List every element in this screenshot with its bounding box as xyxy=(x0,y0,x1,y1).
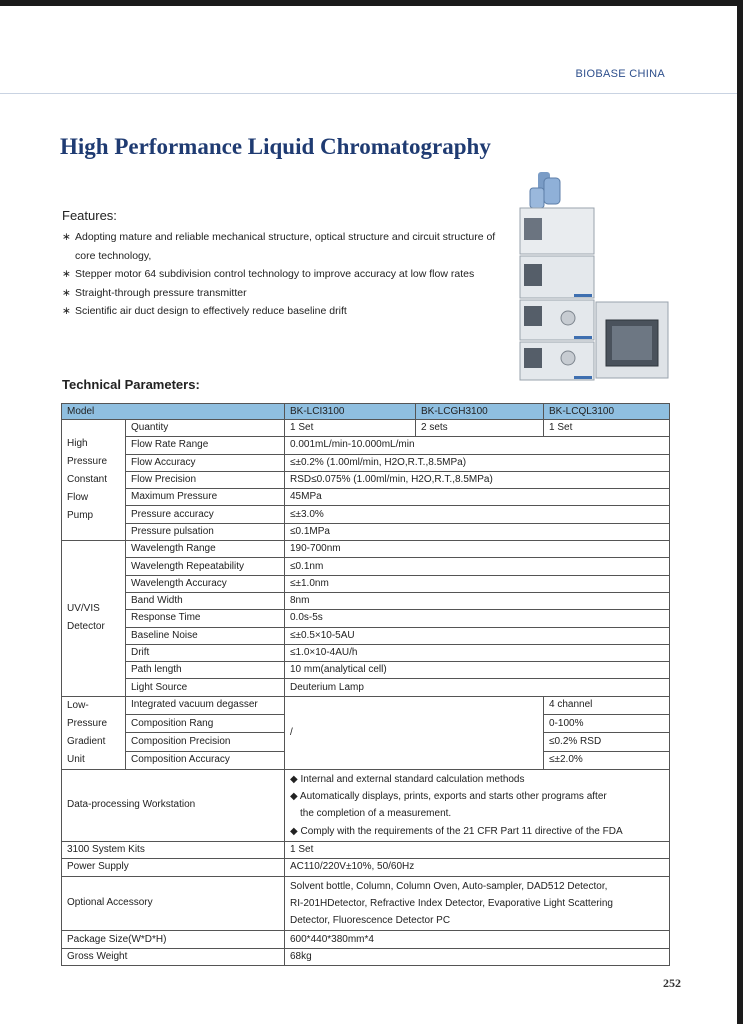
param-value: 1 Set xyxy=(544,420,670,437)
features-heading: Features: xyxy=(62,208,117,223)
spec-table xyxy=(61,403,670,966)
table-row xyxy=(62,948,670,965)
table-row xyxy=(62,420,670,437)
param-name: Flow Rate Range xyxy=(126,437,285,454)
param-value: 8nm xyxy=(285,592,670,609)
model-label: Model xyxy=(62,404,285,420)
model-name: BK-LCQL3100 xyxy=(544,404,670,420)
param-value: 1 Set xyxy=(285,841,670,858)
param-name: Response Time xyxy=(126,610,285,627)
param-name: Integrated vacuum degasser xyxy=(126,696,285,714)
table-row xyxy=(62,644,670,661)
param-name: Package Size(W*D*H) xyxy=(62,931,285,948)
table-row xyxy=(62,575,670,592)
feature-item: ∗ Stepper motor 64 subdivision control technology to improve accuracy at low flow rates xyxy=(62,268,475,280)
param-value: ≤±1.0nm xyxy=(285,575,670,592)
param-name: Drift xyxy=(126,644,285,661)
param-name: Wavelength Range xyxy=(126,541,285,558)
param-value: ≤±0.2% (1.00ml/min, H2O,R.T.,8.5MPa) xyxy=(285,454,670,471)
param-name: Power Supply xyxy=(62,859,285,876)
table-row xyxy=(62,841,670,858)
table-row xyxy=(62,437,670,454)
param-name: Flow Precision xyxy=(126,471,285,488)
page-number: 252 xyxy=(663,976,681,990)
param-value: 10 mm(analytical cell) xyxy=(285,662,670,679)
param-name: 3100 System Kits xyxy=(62,841,285,858)
param-name: Composition Rang xyxy=(126,715,285,733)
table-row xyxy=(62,454,670,471)
table-row xyxy=(62,859,670,876)
param-value: Solvent bottle, Column, Column Oven, Auto-sampler, DAD512 Detector, RI-201HDetector, Refractive Index Detector, Evaporative Light Scattering Detector, Fluorescence Detector PC xyxy=(285,876,670,931)
brand-name: BIOBASE CHINA xyxy=(575,68,665,80)
param-value: 1 Set xyxy=(285,420,416,437)
features-list xyxy=(62,228,502,321)
group-gradient: Low- Pressure Gradient Unit xyxy=(62,696,126,769)
param-name: Gross Weight xyxy=(62,948,285,965)
param-value: ≤±3.0% xyxy=(285,506,670,523)
param-value: ≤1.0×10-4AU/h xyxy=(285,644,670,661)
table-row xyxy=(62,931,670,948)
param-value: 4 channel xyxy=(544,696,670,714)
model-name: BK-LCI3100 xyxy=(285,404,416,420)
table-row xyxy=(62,558,670,575)
param-value: 45MPa xyxy=(285,489,670,506)
param-name: Baseline Noise xyxy=(126,627,285,644)
param-value: ≤0.1MPa xyxy=(285,523,670,540)
param-value: ≤±2.0% xyxy=(544,751,670,769)
param-name: Quantity xyxy=(126,420,285,437)
param-value: ≤0.2% RSD xyxy=(544,733,670,751)
table-row xyxy=(62,876,670,931)
param-name: Path length xyxy=(126,662,285,679)
table-row xyxy=(62,489,670,506)
param-value: AC110/220V±10%, 50/60Hz xyxy=(285,859,670,876)
param-value: 600*440*380mm*4 xyxy=(285,931,670,948)
param-value: / xyxy=(285,696,544,769)
table-row xyxy=(62,769,670,841)
param-name: Optional Accessory xyxy=(62,876,285,931)
feature-item: ∗ Straight-through pressure transmitter xyxy=(62,286,247,299)
technical-parameters-heading: Technical Parameters: xyxy=(62,377,200,392)
param-value: 2 sets xyxy=(416,420,544,437)
model-name: BK-LCGH3100 xyxy=(416,404,544,420)
group-detector: UV/VIS Detector xyxy=(62,541,126,697)
table-header-row xyxy=(62,404,670,420)
workstation-features: ◆ Internal and external standard calculation methods ◆ Automatically displays, prints, exports and starts other programs after the completion of a measurement. ◆ Comply with the requirements of the 21 CFR Part 11 directive of the FDA xyxy=(285,769,670,841)
feature-item: ∗ Scientific air duct design to effectively reduce baseline drift xyxy=(62,305,347,317)
param-value: 190-700nm xyxy=(285,541,670,558)
param-name: Band Width xyxy=(126,592,285,609)
page-title: High Performance Liquid Chromatography xyxy=(60,134,491,159)
table-row xyxy=(62,471,670,488)
hplc-product-image xyxy=(518,172,670,382)
param-value: RSD≤0.075% (1.00ml/min, H2O,R.T.,8.5MPa) xyxy=(285,471,670,488)
param-value: 0.0s-5s xyxy=(285,610,670,627)
table-row xyxy=(62,610,670,627)
param-name: Pressure accuracy xyxy=(126,506,285,523)
param-name: Pressure pulsation xyxy=(126,523,285,540)
brochure-page xyxy=(0,6,737,1024)
table-row xyxy=(62,506,670,523)
param-name: Composition Accuracy xyxy=(126,751,285,769)
param-name: Light Source xyxy=(126,679,285,696)
group-pump: High Pressure Constant Flow Pump xyxy=(62,420,126,541)
param-name: Wavelength Repeatability xyxy=(126,558,285,575)
table-row xyxy=(62,523,670,540)
param-name: Maximum Pressure xyxy=(126,489,285,506)
param-name: Composition Precision xyxy=(126,733,285,751)
table-row xyxy=(62,627,670,644)
table-row xyxy=(62,679,670,696)
param-name: Wavelength Accuracy xyxy=(126,575,285,592)
param-value: 0.001mL/min-10.000mL/min xyxy=(285,437,670,454)
param-value: 68kg xyxy=(285,948,670,965)
feature-item: ∗ Adopting mature and reliable mechanical structure, optical structure and circuit structure of core technology, xyxy=(62,231,496,262)
table-row xyxy=(62,662,670,679)
param-value: ≤±0.5×10-5AU xyxy=(285,627,670,644)
table-row xyxy=(62,696,670,714)
table-row xyxy=(62,541,670,558)
param-name: Flow Accuracy xyxy=(126,454,285,471)
header-divider xyxy=(0,93,737,94)
param-value: Deuterium Lamp xyxy=(285,679,670,696)
param-value: ≤0.1nm xyxy=(285,558,670,575)
table-row xyxy=(62,592,670,609)
param-name: Data-processing Workstation xyxy=(62,769,285,841)
param-value: 0-100% xyxy=(544,715,670,733)
